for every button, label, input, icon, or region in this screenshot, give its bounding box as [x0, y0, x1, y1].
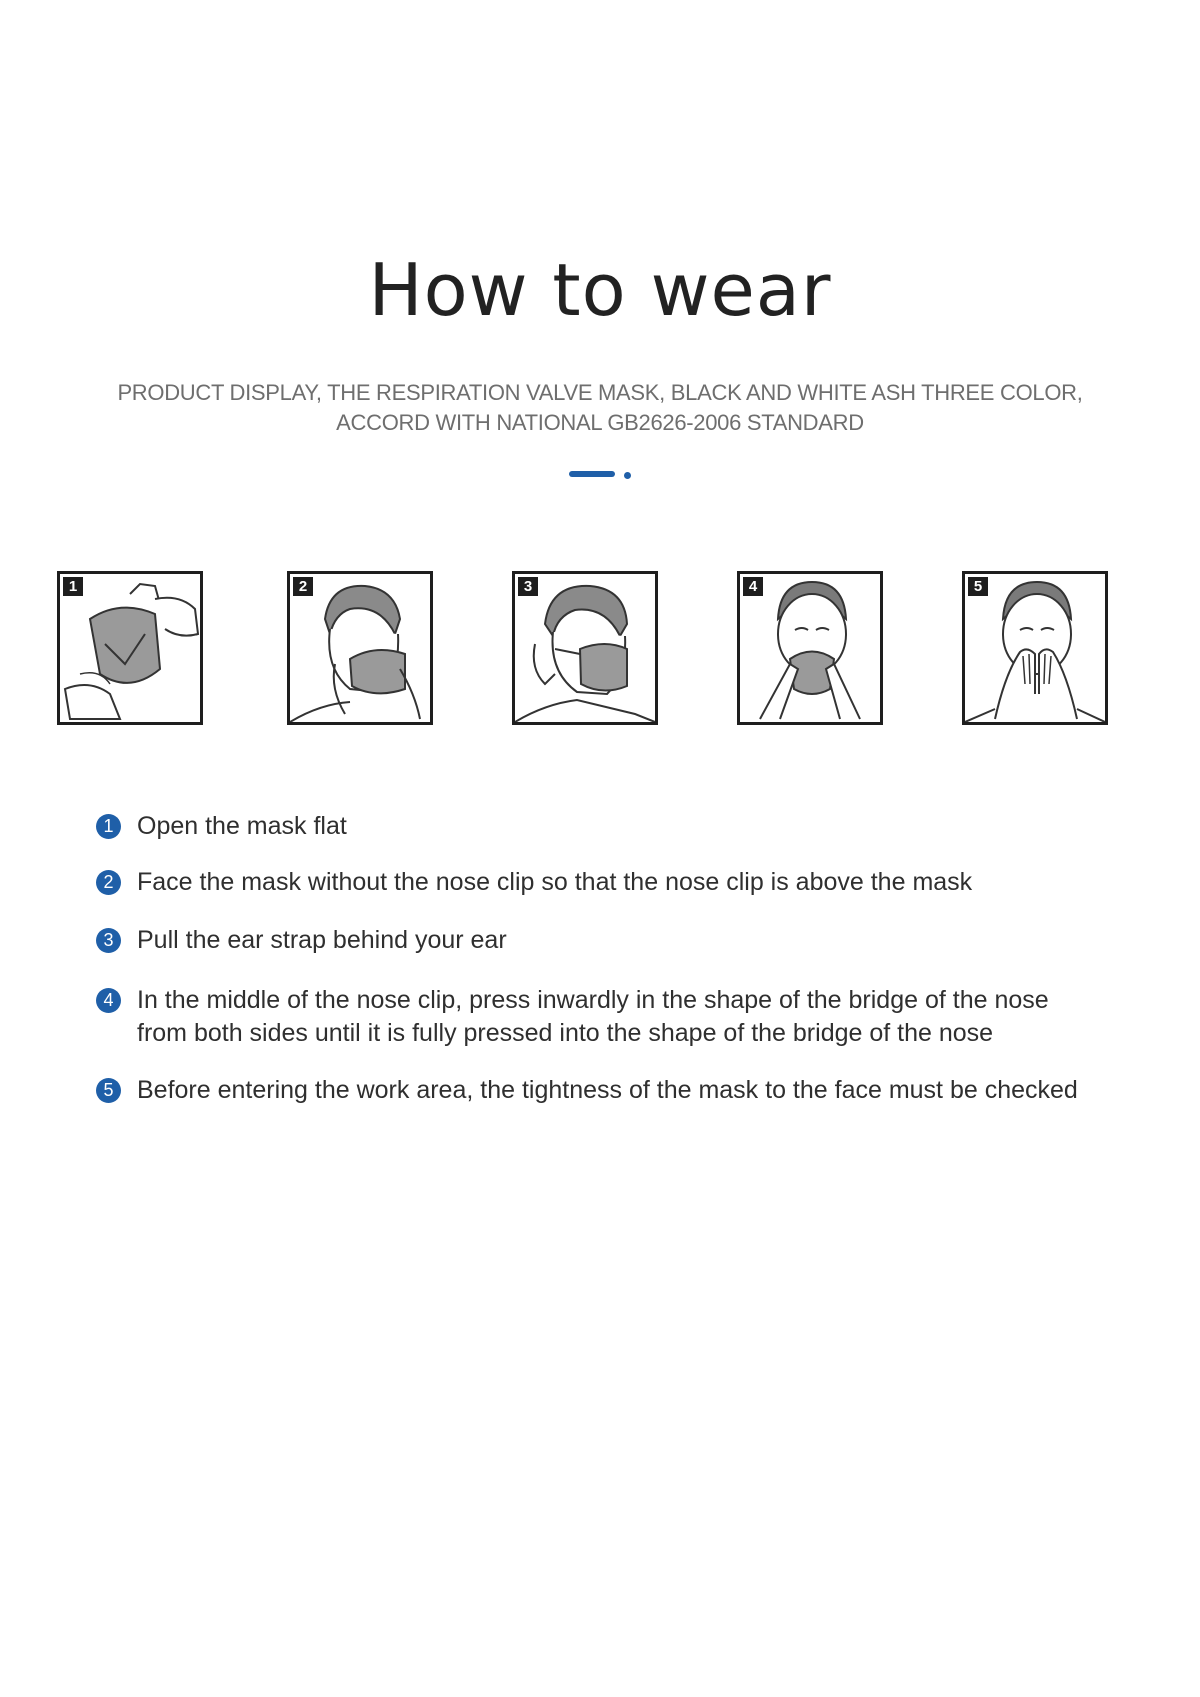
instruction-text: Before entering the work area, the tightness of the mask to the face must be checked [137, 1076, 1078, 1104]
subtitle [100, 378, 1100, 438]
step-figure-1 [57, 571, 203, 725]
tightness-check-icon [965, 574, 1105, 722]
accent-dot [624, 472, 631, 479]
instruction-text: Face the mask without the nose clip so that the nose clip is above the mask [137, 868, 973, 896]
face-mask-icon [290, 574, 430, 722]
step-figure-5 [962, 571, 1108, 725]
step-badge: 2 [96, 870, 121, 895]
step-number: 3 [518, 577, 538, 596]
ear-strap-icon [515, 574, 655, 722]
page-title: How to wear [368, 248, 832, 332]
step-number: 2 [293, 577, 313, 596]
subtitle-line-2: ACCORD WITH NATIONAL GB2626-2006 STANDARD [336, 410, 864, 435]
step-badge: 3 [96, 928, 121, 953]
step-number: 5 [968, 577, 988, 596]
instruction-text-line-2: from both sides until it is fully pressed into the shape of the bridge of the nose [137, 1019, 994, 1047]
nose-clip-press-icon [740, 574, 880, 722]
accent-bar [569, 471, 615, 477]
step-figures [0, 571, 1200, 731]
step-number: 4 [743, 577, 763, 596]
step-badge: 5 [96, 1078, 121, 1103]
instruction-text: Pull the ear strap behind your ear [137, 926, 507, 954]
step-figure-3 [512, 571, 658, 725]
instruction-text-line-1: In the middle of the nose clip, press inwardly in the shape of the bridge of the nose [137, 986, 1049, 1014]
open-mask-icon [60, 574, 200, 722]
step-badge: 4 [96, 988, 121, 1013]
subtitle-line-1: PRODUCT DISPLAY, THE RESPIRATION VALVE MASK, BLACK AND WHITE ASH THREE COLOR, [117, 380, 1083, 405]
instruction-text: Open the mask flat [137, 812, 347, 840]
step-figure-4 [737, 571, 883, 725]
step-figure-2 [287, 571, 433, 725]
step-badge: 1 [96, 814, 121, 839]
step-number: 1 [63, 577, 83, 596]
